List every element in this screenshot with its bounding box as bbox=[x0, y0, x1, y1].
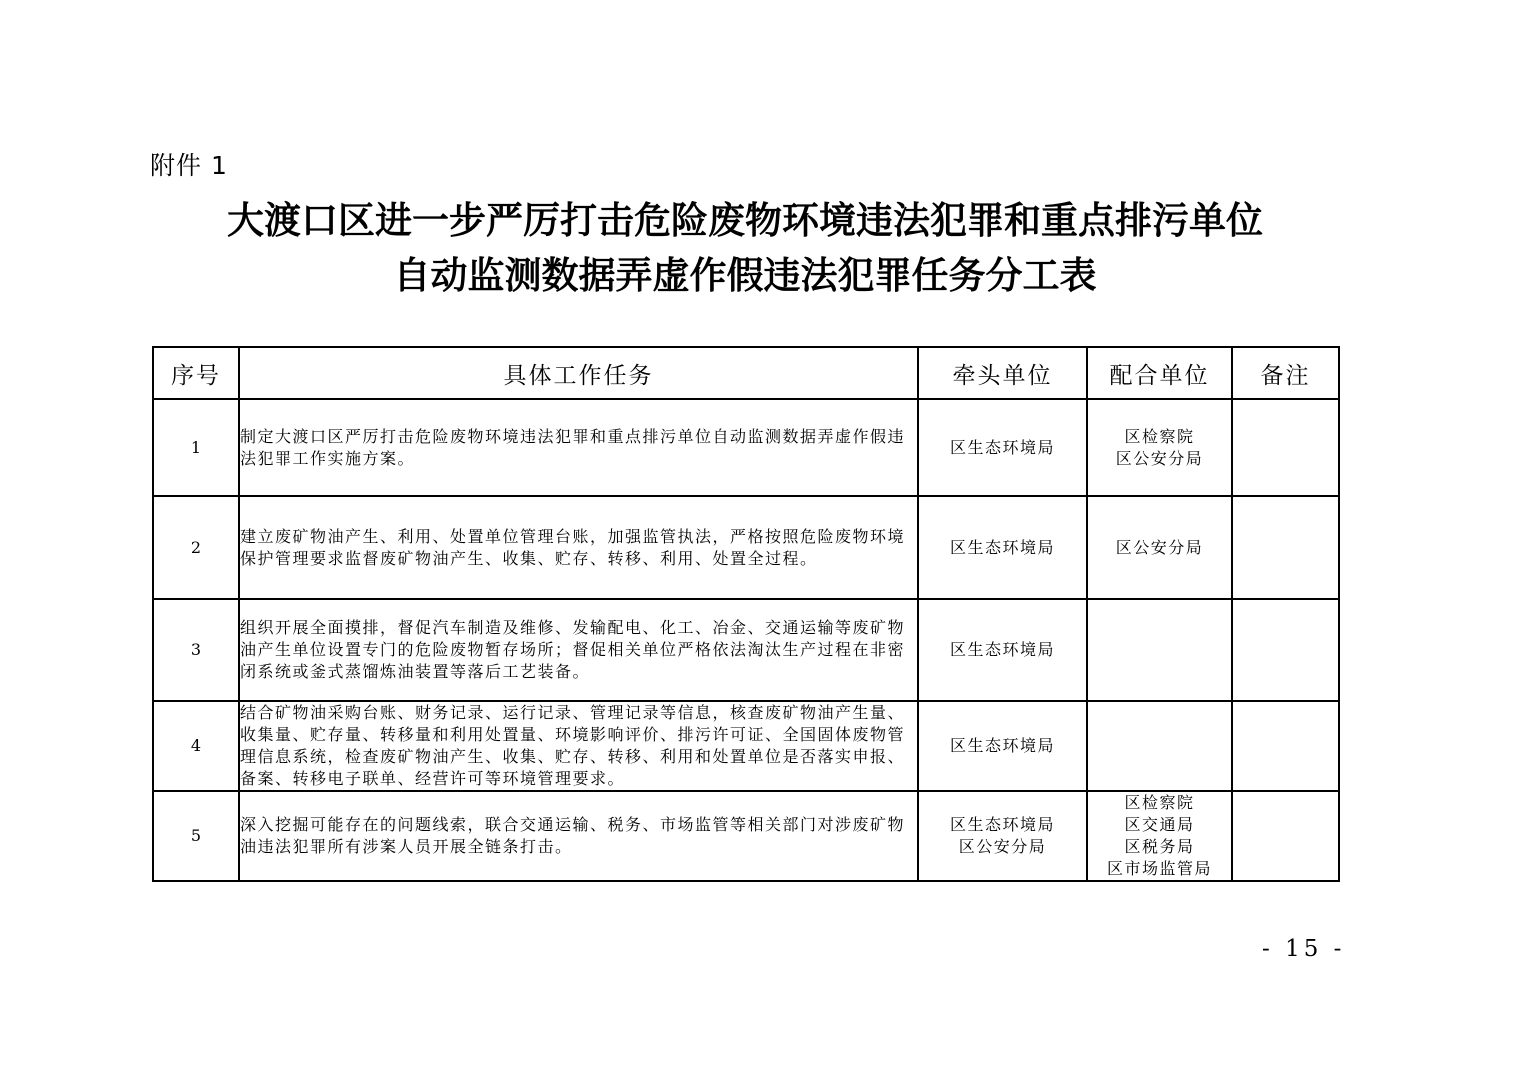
task-assignment-table bbox=[152, 346, 1340, 882]
row-remark bbox=[1232, 701, 1339, 791]
lead-unit-name: 区公安分局 bbox=[958, 837, 1047, 856]
row-remark bbox=[1232, 496, 1339, 599]
lead-unit-name: 区生态环境局 bbox=[949, 640, 1055, 659]
header-cooperating-unit: 配合单位 bbox=[1087, 347, 1232, 399]
row-cooperating-unit bbox=[1087, 399, 1232, 496]
row-serial-number: 2 bbox=[153, 496, 239, 599]
row-remark bbox=[1232, 599, 1339, 701]
table-row bbox=[153, 791, 1339, 881]
row-serial-number: 1 bbox=[153, 399, 239, 496]
cooperating-unit-name: 区检察院 bbox=[1124, 793, 1195, 812]
cooperating-unit-name: 区市场监管局 bbox=[1106, 859, 1212, 878]
row-task: 制定大渡口区严厉打击危险废物环境违法犯罪和重点排污单位自动监测数据弄虚作假违法犯罪工作实施方案。 bbox=[239, 399, 918, 496]
row-task: 结合矿物油采购台账、财务记录、运行记录、管理记录等信息，核查废矿物油产生量、收集量、贮存量、转移量和利用处置量、环境影响评价、排污许可证、全国固体废物管理信息系统，检查废矿物油产生、收集、贮存、转移、利用和处置单位是否落实申报、备案、转移电子联单、经营许可等环境管理要求。 bbox=[239, 701, 918, 791]
row-lead-unit bbox=[918, 791, 1087, 881]
row-task: 组织开展全面摸排，督促汽车制造及维修、发输配电、化工、冶金、交通运输等废矿物油产生单位设置专门的危险废物暂存场所；督促相关单位严格依法淘汰生产过程在非密闭系统或釜式蒸馏炼油装置等落后工艺装备。 bbox=[239, 599, 918, 701]
row-task: 深入挖掘可能存在的问题线索，联合交通运输、税务、市场监管等相关部门对涉废矿物油违法犯罪所有涉案人员开展全链条打击。 bbox=[239, 791, 918, 881]
row-cooperating-unit bbox=[1087, 791, 1232, 881]
attachment-label: 附件 1 bbox=[150, 151, 228, 180]
cooperating-unit-name: 区检察院 bbox=[1124, 426, 1195, 446]
row-cooperating-unit bbox=[1087, 496, 1232, 599]
row-remark bbox=[1232, 791, 1339, 881]
row-serial-number: 4 bbox=[153, 701, 239, 791]
table-row bbox=[153, 599, 1339, 701]
lead-unit-name: 区生态环境局 bbox=[949, 736, 1055, 755]
header-task: 具体工作任务 bbox=[239, 347, 918, 399]
row-task: 建立废矿物油产生、利用、处置单位管理台账，加强监管执法，严格按照危险废物环境保护管理要求监督废矿物油产生、收集、贮存、转移、利用、处置全过程。 bbox=[239, 496, 918, 599]
row-serial-number: 3 bbox=[153, 599, 239, 701]
document-title-line-1: 大渡口区进一步严厉打击危险废物环境违法犯罪和重点排污单位 bbox=[227, 199, 1263, 242]
row-lead-unit bbox=[918, 701, 1087, 791]
row-cooperating-unit bbox=[1087, 599, 1232, 701]
document-title-line-2: 自动监测数据弄虚作假违法犯罪任务分工表 bbox=[393, 254, 1097, 297]
row-cooperating-unit bbox=[1087, 701, 1232, 791]
cooperating-unit-name: 区公安分局 bbox=[1115, 537, 1204, 557]
header-remark: 备注 bbox=[1232, 347, 1339, 399]
cooperating-unit-name: 区税务局 bbox=[1124, 837, 1195, 856]
table-header-row bbox=[153, 347, 1339, 399]
table-row bbox=[153, 399, 1339, 496]
lead-unit-name: 区生态环境局 bbox=[949, 815, 1055, 834]
row-serial-number: 5 bbox=[153, 791, 239, 881]
lead-unit-name: 区生态环境局 bbox=[949, 537, 1055, 557]
table-row bbox=[153, 701, 1339, 791]
row-lead-unit bbox=[918, 496, 1087, 599]
cooperating-unit-name: 区公安分局 bbox=[1115, 448, 1204, 468]
cooperating-unit-name: 区交通局 bbox=[1124, 815, 1195, 834]
header-serial-number: 序号 bbox=[153, 347, 239, 399]
table-row bbox=[153, 496, 1339, 599]
page-number: - 15 - bbox=[1262, 936, 1346, 962]
row-remark bbox=[1232, 399, 1339, 496]
row-lead-unit bbox=[918, 399, 1087, 496]
lead-unit-name: 区生态环境局 bbox=[949, 437, 1055, 457]
row-lead-unit bbox=[918, 599, 1087, 701]
header-lead-unit: 牵头单位 bbox=[918, 347, 1087, 399]
